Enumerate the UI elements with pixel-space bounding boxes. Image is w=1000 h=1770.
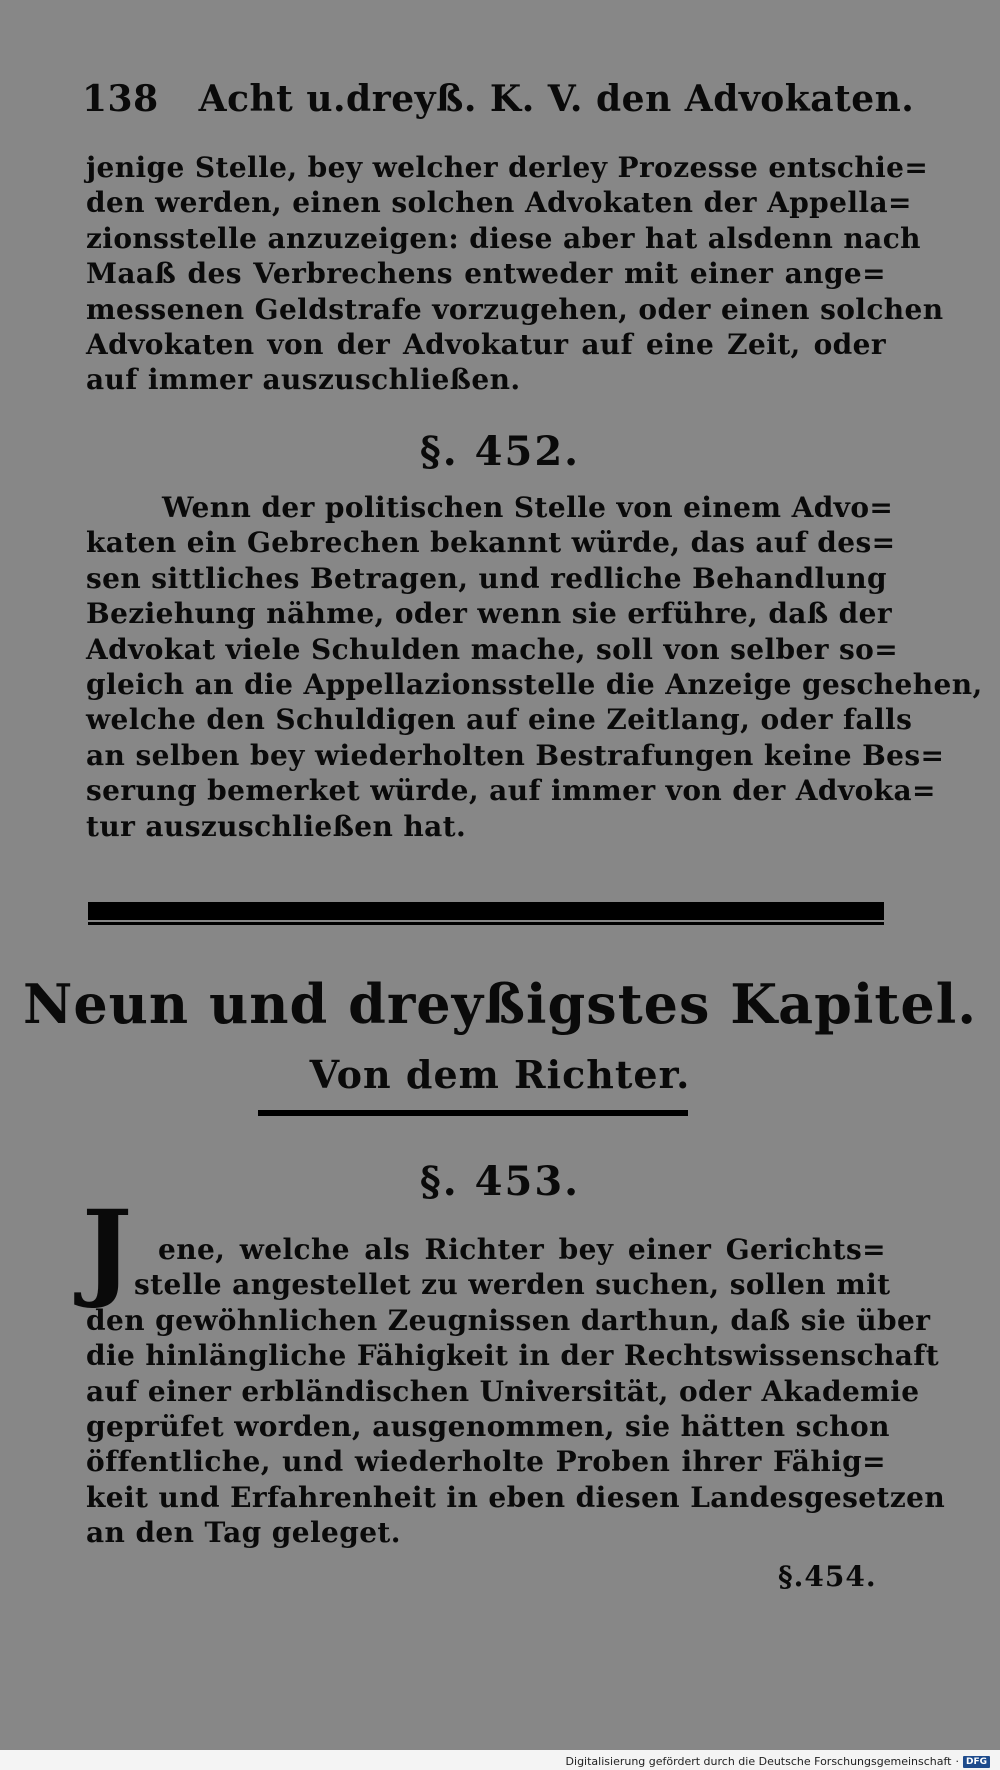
section-heading-452: §. 452. <box>419 428 581 475</box>
text-line: die hinlängliche Fähigkeit in der Rechtswissenschaft <box>86 1339 940 1373</box>
text-line: welche den Schuldigen auf eine Zeitlang, oder falls <box>86 703 913 737</box>
chapter-subtitle: Von dem Richter. <box>309 1052 691 1097</box>
chapter-divider-thick <box>88 902 884 920</box>
text-line: tur auszuschließen hat. <box>86 809 467 843</box>
text-line: katen ein Gebrechen bekannt würde, das auf des= <box>86 526 896 560</box>
digitization-footer: Digitalisierung gefördert durch die Deutsche Forschungsgemeinschaft · DFG <box>566 1755 990 1768</box>
text-line: den gewöhnlichen Zeugnissen darthun, daß sie über <box>86 1303 931 1337</box>
dfg-logo: DFG <box>963 1756 990 1768</box>
text-line: geprüfet worden, ausgenommen, sie hätten schon <box>86 1410 890 1444</box>
text-line: auf immer auszuschließen. <box>86 363 521 397</box>
paragraph-452 <box>86 490 983 844</box>
footer-credit: Digitalisierung gefördert durch die Deutsche Forschungsgemeinschaft <box>565 1755 952 1768</box>
text-line: serung bemerket würde, auf immer von der Advoka= <box>86 774 936 808</box>
running-header <box>82 78 915 120</box>
text-line: stelle angestellet zu werden suchen, sollen mit <box>134 1268 891 1302</box>
paragraph-top <box>86 150 944 398</box>
running-title: Acht u.dreyß. K. V. den Advokaten. <box>198 78 915 120</box>
text-line: keit und Erfahrenheit in eben diesen Landesgesetzen <box>86 1480 946 1514</box>
text-line: an den Tag geleget. <box>86 1516 401 1550</box>
text-line: Advokat viele Schulden mache, soll von selber so= <box>86 632 899 666</box>
text-line: zionsstelle anzuzeigen: diese aber hat alsdenn nach <box>86 221 921 255</box>
text-line: Maaß des Verbrechens entweder mit einer ange= <box>86 257 886 291</box>
catchword: §.454. <box>778 1560 877 1593</box>
paragraph-453 <box>86 1232 946 1551</box>
text-line: sen sittliches Betragen, und redliche Behandlung <box>86 561 887 595</box>
text-line: auf einer erbländischen Universität, oder Akademie <box>86 1374 920 1408</box>
text-line: jenige Stelle, bey welcher derley Prozesse entschie= <box>86 151 929 184</box>
text-line: Wenn der politischen Stelle von einem Advo= <box>162 491 894 524</box>
text-line: gleich an die Appellazionsstelle die Anzeige geschehen, <box>86 668 983 702</box>
chapter-title: Neun und dreyßigstes Kapitel. <box>22 972 978 1036</box>
text-line: Beziehung nähme, oder wenn sie erführe, daß der <box>86 597 893 631</box>
text-line: öffentliche, und wiederholte Proben ihrer Fähig= <box>86 1445 886 1479</box>
text-line: Advokaten von der Advokatur auf eine Zeit, oder <box>86 328 886 362</box>
section-heading-453: §. 453. <box>419 1158 581 1205</box>
drop-capital: J <box>82 1186 133 1311</box>
text-line: messenen Geldstrafe vorzugehen, oder einen solchen <box>86 292 944 326</box>
text-line: an selben bey wiederholten Bestrafungen keine Bes= <box>86 738 945 772</box>
text-line: ene, welche als Richter bey einer Gerichts= <box>158 1233 886 1266</box>
text-line: den werden, einen solchen Advokaten der Appella= <box>86 186 912 220</box>
chapter-divider-thin <box>88 922 884 925</box>
page-number: 138 <box>82 78 159 120</box>
subtitle-rule <box>258 1110 688 1116</box>
